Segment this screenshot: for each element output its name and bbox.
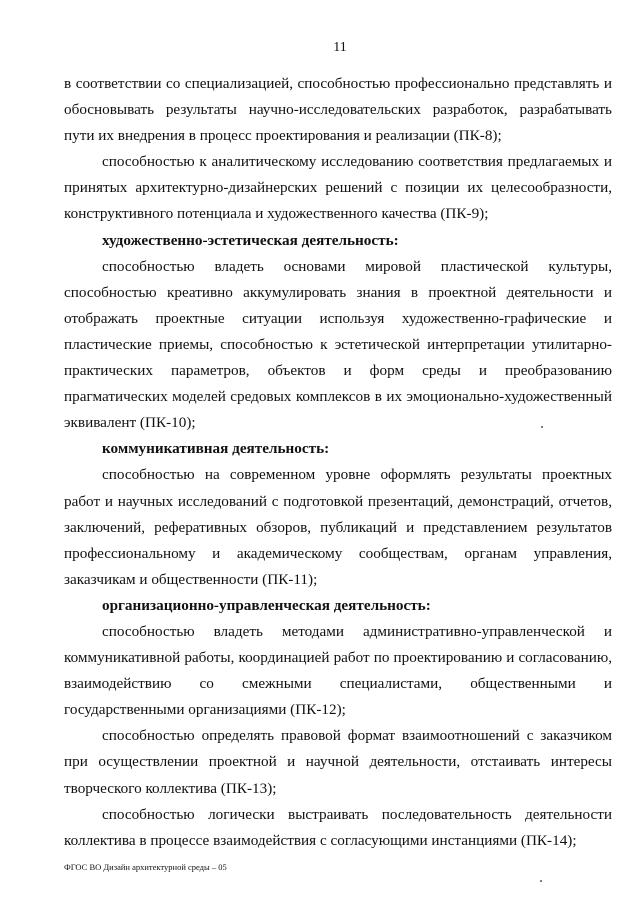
scan-speck xyxy=(540,880,542,882)
paragraph-pk9: способностью к аналитическому исследованию соответствия предлагаемых и принятых архитектурно-дизайнерских решений с позиции их целесообразности, конструктивного потенциала и художественного качества (ПК-9); xyxy=(64,153,612,223)
body-text xyxy=(64,71,612,854)
page-footer: ФГОС ВО Дизайн архитектурной среды – 05 xyxy=(64,862,227,872)
paragraph-pk14: способностью логически выстраивать последовательность деятельности коллектива в процессе взаимодействия с согласующими инстанциями (ПК-14); xyxy=(64,805,612,849)
paragraph-pk10: способностью владеть основами мировой пластической культуры, способностью креативно аккумулировать знания в проектной деятельности и отображать проектные ситуации используя художественно-графические и пластические приемы, способностью к эстетической интерпретации утилитарно-практических параметров, объектов и форм среды и преобразованию прагматических моделей средовых комплексов в их эмоционально-художественный эквивалент (ПК-10); xyxy=(64,257,612,432)
paragraph-pk12: способностью владеть методами административно-управленческой и коммуникативной работы, координацией работ по проектированию и согласованию, взаимодействию со смежными специалистами, общественными и государственными организациями (ПК-12); xyxy=(64,622,612,719)
paragraph-pk8-continuation: в соответствии со специализацией, способностью профессионально представлять и обосновывать результаты научно-исследовательских разработок, разрабатывать пути их внедрения в процесс проектирования и реализации (ПК-8); xyxy=(64,75,612,145)
scan-speck xyxy=(541,426,543,428)
paragraph-pk13: способностью определять правовой формат взаимоотношений с заказчиком при осуществлении проектной и научной деятельности, отстаивать интересы творческого коллектива (ПК-13); xyxy=(64,727,612,797)
paragraph-pk11: способностью на современном уровне оформлять результаты проектных работ и научных исследований с подготовкой презентаций, демонстраций, отчетов, заключений, реферативных обзоров, публикаций и представлением результатов профессиональному и академическому сообществам, органам управления, заказчикам и общественности (ПК-11); xyxy=(64,466,612,588)
page-number: 11 xyxy=(333,40,347,55)
section-heading-communicative: коммуникативная деятельность: xyxy=(102,440,330,458)
section-heading-organizational: организационно-управленческая деятельность: xyxy=(102,596,431,614)
section-heading-artistic: художественно-эстетическая деятельность: xyxy=(102,231,399,249)
